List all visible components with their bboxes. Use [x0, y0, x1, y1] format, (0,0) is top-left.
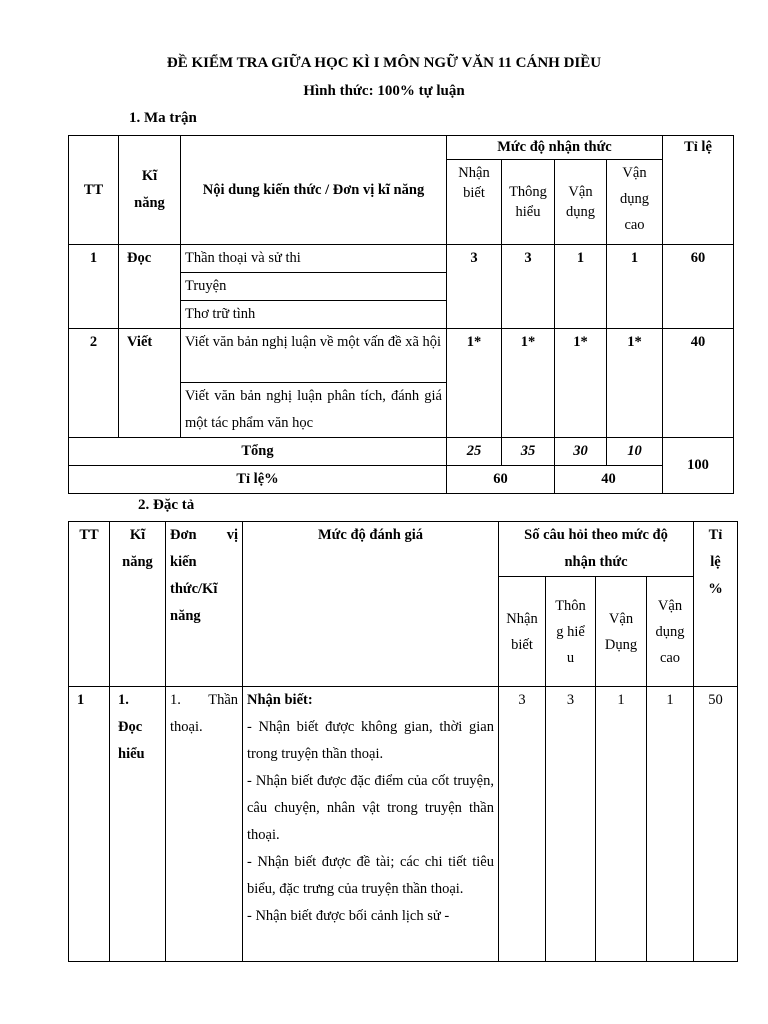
- spec-header-vandungcao: Vận dụng cao: [647, 577, 694, 687]
- spec-header-thonghieu: Thông hiểu: [546, 577, 596, 687]
- spec-row1-nhanbiet-label: Nhận biết:: [247, 692, 313, 708]
- spec-table: [68, 521, 738, 962]
- spec-row1-tile: 50: [694, 687, 738, 962]
- spec-row1-tt: 1: [69, 687, 110, 962]
- matrix-row1-vd: 1: [555, 245, 607, 329]
- matrix-row1-th: 3: [502, 245, 555, 329]
- document-title: ĐỀ KIỂM TRA GIỮA HỌC KÌ I MÔN NGỮ VĂN 11 CÁNH DIỀU: [166, 55, 602, 71]
- matrix-row2-tt: 2: [69, 329, 119, 438]
- matrix-row2-vd: 1*: [555, 329, 607, 438]
- matrix-row1-kinang: Đọc: [119, 245, 181, 329]
- matrix-row1-nb: 3: [447, 245, 502, 329]
- matrix-row2-tile: 40: [663, 329, 734, 438]
- spec-header-socau: Số câu hỏi theo mức độ nhận thức: [499, 522, 694, 577]
- section-heading-matrix: 1. Ma trận: [129, 110, 197, 126]
- matrix-header-tt: TT: [69, 136, 119, 245]
- matrix-ratio-label: Tỉ lệ%: [69, 466, 447, 494]
- matrix-header-tile: Tỉ lệ: [663, 136, 734, 245]
- matrix-row2-vdc: 1*: [607, 329, 663, 438]
- spec-header-donvi: Đơn vị kiến thức/Kĩ năng: [166, 522, 243, 687]
- spec-row1-th: 3: [546, 687, 596, 962]
- spec-row1-donvi: 1. Thần thoại.: [166, 687, 243, 962]
- spec-row1-vdc: 1: [647, 687, 694, 962]
- matrix-header-noidung: Nội dung kiến thức / Đơn vị kĩ năng: [181, 136, 447, 245]
- matrix-header-kinang: Kĩ năng: [119, 136, 181, 245]
- matrix-row1-vdc: 1: [607, 245, 663, 329]
- matrix-total-th: 35: [502, 438, 555, 466]
- spec-row1-item-2: - Nhận biết được đặc điểm của cốt truyện, câu chuyện, nhân vật trong truyện thần thoại.: [247, 773, 494, 843]
- spec-header-mucdo: Mức độ đánh giá: [243, 522, 499, 687]
- section-heading-spec: 2. Đặc tả: [138, 497, 195, 513]
- matrix-row2-noidung-2: Viết văn bản nghị luận phân tích, đánh giá một tác phẩm văn học: [181, 383, 447, 438]
- spec-row1-vd: 1: [596, 687, 647, 962]
- matrix-row1-noidung-3: Thơ trữ tình: [181, 301, 447, 329]
- matrix-row2-nb: 1*: [447, 329, 502, 438]
- spec-header-vandung: Vận Dụng: [596, 577, 647, 687]
- matrix-row1-noidung-1: Thần thoại và sử thi: [181, 245, 447, 273]
- spec-row1-mucdo: [243, 687, 499, 962]
- matrix-header-vandung: Vận dụng: [555, 160, 607, 245]
- matrix-total-nb: 25: [447, 438, 502, 466]
- spec-row1-item-4: - Nhận biết được bối cảnh lịch sử -: [247, 908, 450, 924]
- matrix-row1-tt: 1: [69, 245, 119, 329]
- matrix-total-vdc: 10: [607, 438, 663, 466]
- matrix-total-vd: 30: [555, 438, 607, 466]
- spec-row1-kinang: 1. Đọc hiểu: [110, 687, 166, 962]
- spec-row1-item-3: - Nhận biết được đề tài; các chi tiết tiêu biểu, đặc trưng của truyện thần thoại.: [247, 854, 494, 897]
- matrix-ratio-a: 60: [447, 466, 555, 494]
- spec-header-tt: TT: [69, 522, 110, 687]
- matrix-total-label: Tổng: [69, 438, 447, 466]
- matrix-row2-noidung-1: Viết văn bản nghị luận về một vấn đề xã hội: [181, 329, 447, 383]
- document-subtitle: Hình thức: 100% tự luận: [303, 83, 465, 99]
- matrix-row1-noidung-2: Truyện: [181, 273, 447, 301]
- spec-header-nhanbiet: Nhận biết: [499, 577, 546, 687]
- matrix-row2-th: 1*: [502, 329, 555, 438]
- matrix-header-thonghieu: Thông hiểu: [502, 160, 555, 245]
- matrix-total-tile: 100: [663, 438, 734, 494]
- spec-row1-item-1: - Nhận biết được không gian, thời gian trong truyện thần thoại.: [247, 719, 494, 762]
- spec-header-tile: Tỉ lệ %: [694, 522, 738, 687]
- spec-row1-nb: 3: [499, 687, 546, 962]
- matrix-row1-tile: 60: [663, 245, 734, 329]
- matrix-header-mucdo: Mức độ nhận thức: [447, 136, 663, 160]
- matrix-row2-kinang: Viết: [119, 329, 181, 438]
- matrix-ratio-b: 40: [555, 466, 663, 494]
- matrix-header-nhanbiet: Nhận biết: [447, 160, 502, 245]
- spec-header-kinang: Kĩ năng: [110, 522, 166, 687]
- matrix-header-vandungcao: Vận dụng cao: [607, 160, 663, 245]
- matrix-table: [68, 135, 734, 494]
